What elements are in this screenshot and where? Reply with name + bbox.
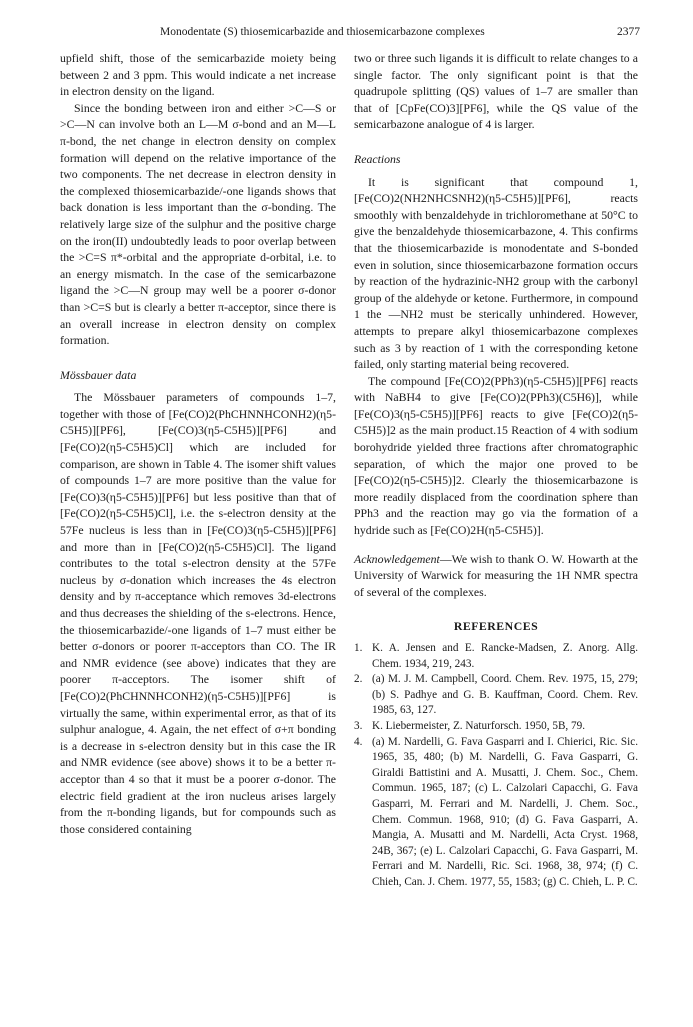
spacer [354, 600, 638, 612]
reference-text: (a) M. Nardelli, G. Fava Gasparri and I. Chierici, Ric. Sic. 1965, 35, 480; (b) M. Nardelli, G. Fava Gasparri, G. Giraldi Battistini and A. Musatti, J. Chem. Soc., Chem. Commun. 1965, 187; (c) L. Calzolari Capacchi, G. Fava Gasparri, M. Ferrari and M. Nardelli, J. Chem. Soc., Chem. Commun. 1968, 910; (d) G. Fava Gasparri, A. Mangia, A. Musatti and M. Nardelli, Acta Cryst. 1968, 24B, 367; (e) L. Calzolari Capacchi, G. Fava Gasparri, M. Ferrari and M. Nardelli, Ric. Sci. 1968, 38, 974; (f) C. Chieh, Can. J. Chem. 1977, 55, 1583; (g) C. Chieh, L. P. C. [372, 735, 638, 888]
page-header [60, 26, 640, 44]
spacer [354, 539, 638, 551]
acknowledgement-label: Acknowledgement [354, 551, 440, 566]
paragraph: two or three such ligands it is difficult to relate changes to a single factor. The only significant point is that the quadrupole splitting (QS) values of 1–7 are smaller than that of [CpFe(CO)3][PF6], while the QS value of the semicarbazone analogue of 4 is larger. [354, 51, 638, 132]
reference-text: (a) M. J. M. Campbell, Coord. Chem. Rev. 1975, 15, 279; (b) S. Padhye and G. B. Kauffman, Coord. Chem. Rev. 1985, 63, 127. [372, 673, 638, 717]
reference-number: 1. [354, 642, 363, 654]
reference-number: 3. [354, 719, 363, 732]
reference-number: 4. [354, 735, 363, 748]
right-column [354, 50, 638, 891]
reference-text: K. A. Jensen and E. Rancke-Madsen, Z. Anorg. Allg. Chem. 1934, 219, 243. [372, 642, 638, 670]
paragraph: The compound [Fe(CO)2(PPh3)(η5-C5H5)][PF6] reacts with NaBH4 to give [Fe(CO)2(PPh3)(C5H6)], while [Fe(CO)3(η5-C5H5)][PF6] reacts to give [Fe(CO)2(η5-C5H5)]2 as the main product.15 Reaction of 4 with sodium borohydride yielded three fractions after chromatographic separation, of which the major one proved to be [Fe(CO)2(η5-C5H5)]2. Clearly the thiosemicarbazone is more readily displaced from the coordination sphere than PPh3 and the reaction may go via the formation of a hydride such as [Fe(CO)2H(η5-C5H5)]. [354, 373, 638, 538]
acknowledgement-text: —We wish to thank O. W. Howarth at the University of Warwick for measuring the 1H NMR spectra of several of the complexes. [354, 551, 638, 599]
paragraph: It is significant that compound 1, [Fe(CO)2(NH2NHCSNH2)(η5-C5H5)][PF6], reacts smoothly with benzaldehyde in trichloromethane at 50°C to give the benzaldehyde thiosemicarbazone, 4. This confirms that the thiosemicarbazide is monodentate and S-bonded even in solution, since thiosemicarbazone formation occurs by reaction of the hydrazinic-NH2 group with the carbonyl group of the aldehyde or ketone. Furthermore, in compound 1 the —NH2 must be sterically unhindered. However, attempts to prepare alkyl thiosemicarbazone complexes such as 3 by reaction of 1 with the corresponding ketone failed, only starting material being recovered. [354, 174, 638, 372]
reference-item [354, 641, 638, 672]
reference-item [354, 672, 638, 719]
acknowledgement [354, 551, 638, 601]
paragraph: upfield shift, those of the semicarbazide moiety being between 2 and 3 ppm. This would indicate a net increase in electron density on the ligand. [60, 51, 336, 99]
reference-item [354, 719, 638, 735]
reference-item [354, 735, 638, 891]
page-number: 2377 [617, 26, 640, 38]
references-heading: REFERENCES [453, 619, 539, 634]
reference-number: 2. [354, 673, 363, 686]
section-heading: Reactions [354, 151, 401, 166]
left-column [60, 50, 336, 837]
paragraph: The Mössbauer parameters of compounds 1–7, together with those of [Fe(CO)2(PhCHNNHCONH2)(η5-C5H5)][PF6], [Fe(CO)3(η5-C5H5)][PF6] and [Fe(CO)2(η5-C5H5)Cl] which are included for comparison, are shown in Table 4. The isomer shift values of compounds 1–7 are more positive than the value for [Fe(CO)3(η5-C5H5)][PF6] but less positive than that of [Fe(CO)2(η5-C5H5)Cl], i.e. the s-electron density at the 57Fe nucleus is less than in [Fe(CO)3(η5-C5H5)][PF6] and more than in [Fe(CO)2(η5-C5H5)Cl]. The ligand contributes to the total s-electron density at the 57Fe nucleus by σ-donation which increases the 4s electron density and by π-acceptance which removes 3d-electrons and thus decreases the shielding of the s-electrons. Hence, the thiosemicarbazide/-one ligands of 1–7 must either be better σ-donors or poorer π-acceptors than CO. The IR and NMR evidence (see above) indicates that they are poorer π-acceptors. The isomer shift of [Fe(CO)2(PhCHNNHCONH2)(η5-C5H5)][PF6] is virtually the same, within experimental error, as that of its sulphur analogue, 4. Again, the net effect of σ+π bonding is a decrease in s-electron density but in this case the IR and NMR evidence (see above) shows it to be a better π-acceptor than 4 so that it must be a poorer σ-donor. The electric field gradient at the iron nucleus arises largely from the π-bonding ligands, but for compounds such as those considered containing [60, 390, 336, 836]
reference-text: K. Liebermeister, Z. Naturforsch. 1950, 5B, 79. [372, 719, 585, 732]
section-heading: Mössbauer data [60, 367, 137, 382]
spacer [354, 133, 638, 145]
paragraph: Since the bonding between iron and either >C—S or >C—N can involve both an L—M σ-bond and an M—L π-bond, the net change in electron density on complex formation will depend on the relative importance of the two components. The net decrease in electron density in the complexed thiosemicarbazide/-one ligands shows that back donation is less important than the σ-bonding. The relatively large size of the sulphur and the positive charge on the iron(II) undoubtedly leads to poor overlap between the >C=S π*-orbital and the appropriate d-orbital, i.e. to an energy mismatch. In the case of the semicarbazone ligand the >C—N group may well be a poorer σ-donor than >C=S but is clearly a better π-acceptor, since there is an overall increase in electron density on complex formation. [60, 100, 336, 348]
reference-list [354, 641, 638, 891]
running-title: Monodentate (S) thiosemicarbazide and thiosemicarbazone complexes [160, 26, 485, 38]
spacer [60, 349, 336, 361]
